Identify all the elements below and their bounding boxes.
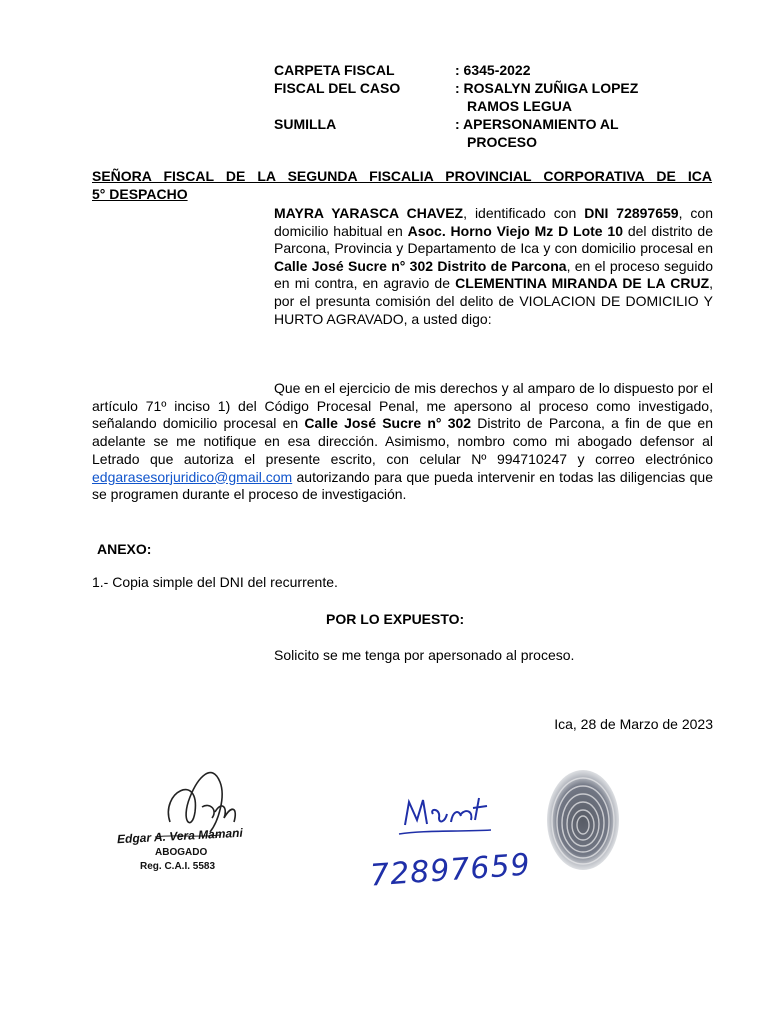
date-line: Ica, 28 de Marzo de 2023 xyxy=(554,716,713,732)
por-lo-expuesto: POR LO EXPUESTO: xyxy=(326,611,465,627)
addressee xyxy=(92,167,712,203)
applicant-signature xyxy=(395,790,495,840)
handwritten-dni: 72897659 xyxy=(368,847,532,894)
applicant-name: MAYRA YARASCA CHAVEZ xyxy=(274,205,464,221)
intro-paragraph xyxy=(274,205,713,328)
intro-text-1: , identificado con xyxy=(463,205,585,221)
header-value-carpeta: : 6345-2022 xyxy=(455,62,531,78)
addressee-line2: 5° DESPACHO xyxy=(92,186,188,202)
anexo-title: ANEXO: xyxy=(97,541,152,557)
intro-text-2: , con domicilio habitual en xyxy=(274,205,713,239)
header-label-sumilla: SUMILLA xyxy=(274,116,337,132)
intro-text-3: del distrito de Parcona, Provincia y Departamento de Ica y con domicilio procesal en xyxy=(274,222,713,257)
body-paragraph xyxy=(92,380,713,504)
header-label-fiscal: FISCAL DEL CASO xyxy=(274,80,401,96)
victim-name: CLEMENTINA MIRANDA DE LA CRUZ xyxy=(455,275,710,292)
header-value-sumilla-cont: PROCESO xyxy=(467,134,538,150)
body-text-3: autorizando para que pueda intervenir en todas las diligencias que se programen durante el proceso de investigación. xyxy=(92,468,713,503)
header-value-fiscal-cont: RAMOS LEGUA xyxy=(467,98,572,114)
body-text-1: Que en el ejercicio de mis derechos y al amparo de lo dispuesto por el artículo 71º inciso 1) del Código Procesal Penal, me apersono al proceso como investigado, señalando domicilio procesal en xyxy=(92,380,713,432)
intro-text-5: , por el presunta comisión del delito de VIOLACION DE DOMICILIO Y HURTO AGRAVADO, a usted digo: xyxy=(274,275,714,327)
body-address: Calle José Sucre n° 302 xyxy=(304,415,472,432)
stamp-name: Edgar A. Vera Mamani xyxy=(116,825,244,847)
applicant-address: Asoc. Horno Viejo Mz D Lote 10 xyxy=(407,222,624,239)
fingerprint-image xyxy=(543,765,623,875)
stamp-role: ABOGADO xyxy=(155,847,208,858)
addressee-line1: SEÑORA FISCAL DE LA SEGUNDA FISCALIA PROVINCIAL CORPORATIVA DE ICA xyxy=(92,168,712,184)
email-link[interactable]: edgarasesorjuridico@gmail.com xyxy=(92,468,293,485)
header-label-carpeta: CARPETA FISCAL xyxy=(274,62,395,78)
procesal-address: Calle José Sucre n° 302 Distrito de Parcona xyxy=(274,257,567,274)
header-value-fiscal: : ROSALYN ZUÑIGA LOPEZ xyxy=(455,80,639,96)
body-text-2: Distrito de Parcona, a fin de que en adelante se me notifique en esa dirección. Asimismo, nombro como mi abogado defensor al Letrado que autoriza el presente escrito, con celular Nº 994710247 y correo electrónico xyxy=(92,415,713,467)
intro-text-4: , en el proceso seguido en mi contra, en agravio de xyxy=(274,257,714,292)
anexo-item: 1.- Copia simple del DNI del recurrente. xyxy=(92,574,338,590)
header-value-sumilla: : APERSONAMIENTO AL xyxy=(455,116,619,132)
applicant-dni: DNI 72897659 xyxy=(584,205,679,221)
solicito-text: Solicito se me tenga por apersonado al proceso. xyxy=(274,647,575,663)
stamp-reg: Reg. C.A.I. 5583 xyxy=(140,861,216,872)
